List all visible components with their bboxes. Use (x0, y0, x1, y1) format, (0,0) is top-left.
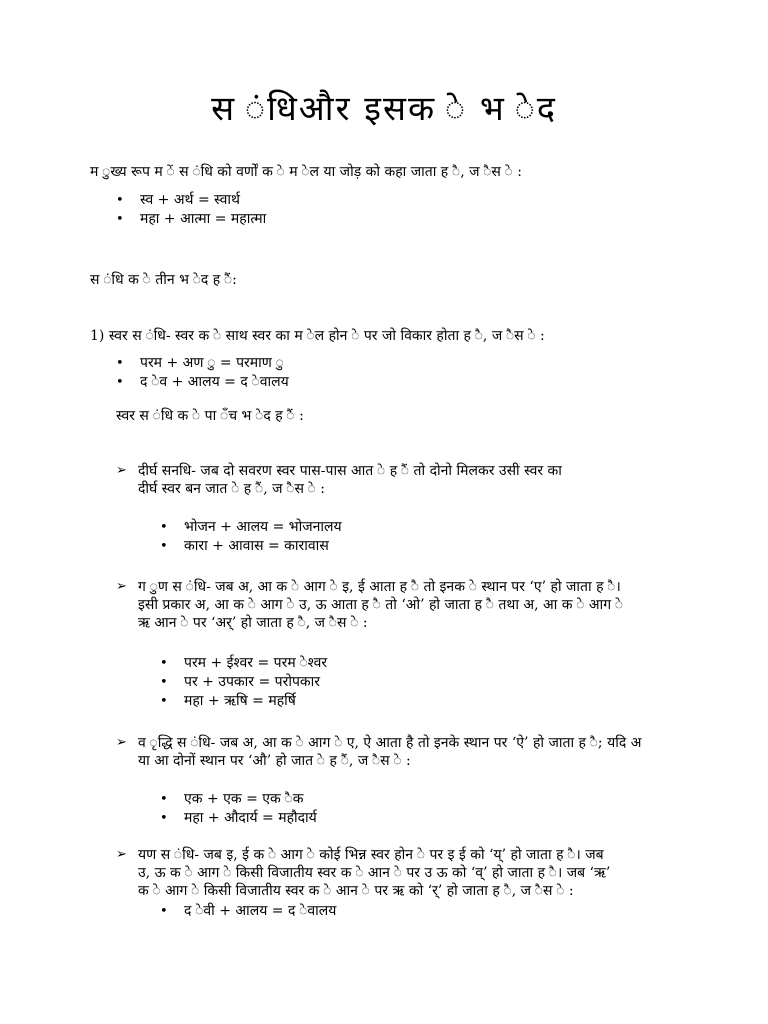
list-item: • महा + ऋषि = महर्षि (160, 692, 327, 711)
list-item: • महा + औदार्य = महौदार्य (160, 809, 317, 828)
arrow-bullet-icon: ➢ (116, 463, 127, 478)
list-item: • परम + ईश्वर = परम ेश्वर (160, 654, 327, 673)
dirgh-sandhi-item (116, 462, 562, 498)
vriddhi-sandhi-item (116, 734, 641, 770)
section-line: ग ुण स ंधि- जब अ, आ क े आग े इ, ई आता ह ै तो इनक े स्थान पर ‘ए’ हो जाता ह ै। (138, 579, 621, 595)
section-line: दीर्घ स्वर बन जात े ह ैं, ज ैस े : (138, 481, 326, 497)
yan-sandhi-item (116, 846, 610, 900)
section-line: इसी प्रकार अ, आ क े आग े उ, ऊ आता ह ै तो ‘ओ’ हो जाता ह ै तथा अ, आ क े आग े (138, 597, 624, 613)
dirgh-example-list (160, 518, 342, 556)
section-line: दीर्घ सनधि- जब दो सवरण स्वर पास-पास आत े ह ैं तो दोनो मिलकर उसी स्वर का (138, 463, 562, 479)
gun-sandhi-item (116, 578, 623, 632)
yan-example-list (160, 902, 336, 921)
vriddhi-example-list (160, 790, 317, 828)
arrow-bullet-icon: ➢ (116, 579, 127, 594)
section-line: या आ दोनों स्थान पर ‘औ’ हो जात े ह ैं, ज ैस े : (138, 753, 411, 769)
section-line: व ृद्धि स ंधि- जब अ, आ क े आग े ए, ऐ आता है तो इनके स्थान पर ‘ऐ’ हो जाता ह ै; यदि अ (138, 735, 642, 751)
intro-example-list (116, 191, 266, 229)
section-line: ऋ आन े पर ‘अर्’ हो जाता ह ै, ज ैस े : (138, 615, 368, 631)
swar-sandhi-heading: 1) स्वर स ंधि- स्वर क े साथ स्वर का म ेल होन े पर जो विकार होता ह ै, ज ैस े : (90, 328, 545, 344)
section-line: क े आग े किसी विजातीय स्वर क े आन े पर ऋ को ‘र्’ हो जाता ह ै, ज ैस े : (138, 883, 574, 899)
list-item: • भोजन + आलय = भोजनालय (160, 518, 342, 537)
list-item: • द ेवी + आलय = द ेवालय (160, 902, 336, 921)
intro-text: म ुख्य रूप म ें स ंधि को वर्णों क े म ेल या जोड़ को कहा जाता ह ै, ज ैस े : (90, 164, 523, 180)
swar-example-list (116, 354, 289, 392)
list-item: • स्व + अर्थ = स्वार्थ (116, 191, 266, 210)
list-item: • द ेव + आलय = द ेवालय (116, 373, 289, 392)
gun-example-list (160, 654, 327, 711)
section-line: यण स ंधि- जब इ, ई क े आग े कोई भिन्न स्वर होन े पर इ ई को ‘य्’ हो जाता ह ै। जब (138, 847, 604, 863)
types-heading: स ंधि क े तीन भ ेद ह ैं: (90, 272, 237, 288)
arrow-bullet-icon: ➢ (116, 847, 127, 862)
section-line: उ, ऊ क े आग े किसी विजातीय स्वर क े आन े पर उ ऊ को ‘व्’ हो जाता ह ै। जब ‘ऋ’ (138, 865, 611, 881)
list-item: • पर + उपकार = परोपकार (160, 673, 327, 692)
page-title: स ंधिऔर इसक े भ ेद (211, 89, 557, 129)
arrow-bullet-icon: ➢ (116, 735, 127, 750)
list-item: • महा + आत्मा = महात्मा (116, 210, 266, 229)
list-item: • कारा + आवास = कारावास (160, 537, 342, 556)
swar-subheading: स्वर स ंधि क े पा ँच भ ेद ह ैं : (116, 408, 304, 424)
list-item: • परम + अण ु = परमाण ु (116, 354, 289, 373)
list-item: • एक + एक = एक ैक (160, 790, 317, 809)
